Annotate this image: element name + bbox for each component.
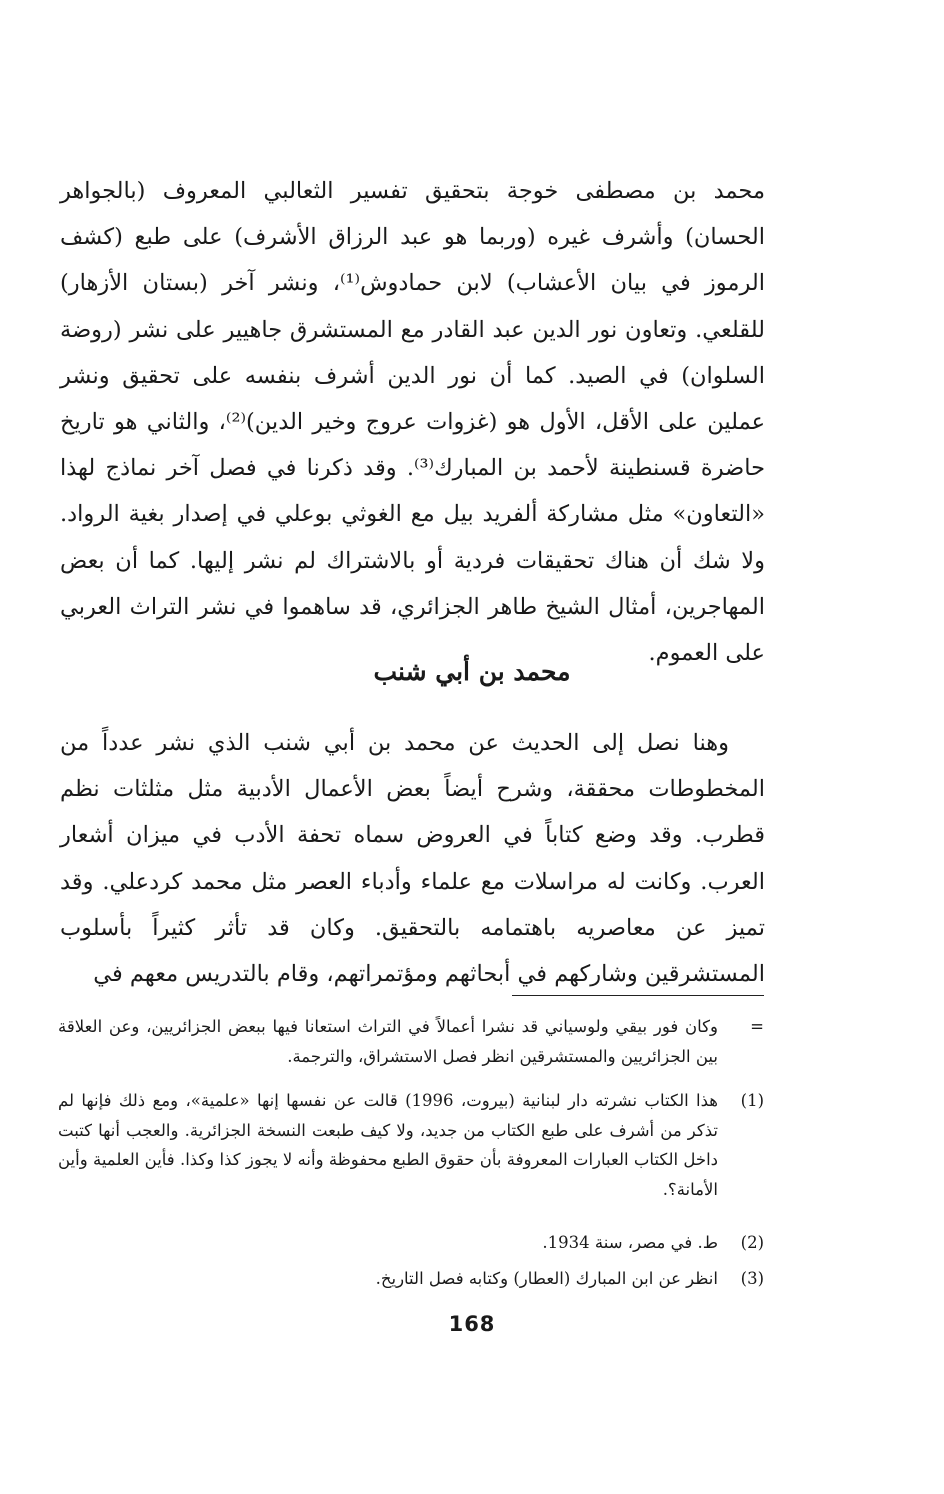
footnote-marker: (2) [740,1233,764,1252]
page-number: 168 [448,1312,496,1336]
footnote-continued [58,1012,764,1071]
section-heading: محمد بن أبي شنب [373,657,571,686]
footnote-text: وكان فور بيقي ولوسياني قد نشرا أعمالاً في التراث استعانا فيها ببعض الجزائريين، وعن العلاقة بين الجزائريين والمستشرقين انظر فصل الاستشراق، والترجمة. [58,1017,718,1066]
footnote-marker: = [750,1017,764,1036]
footnote-marker: (3) [740,1269,764,1288]
footnote-2 [58,1228,764,1258]
footnote-3 [58,1264,764,1294]
footnote-separator [512,995,764,996]
footnote-1 [58,1086,764,1204]
body-paragraph-1: محمد بن مصطفى خوجة بتحقيق تفسير الثعالبي المعروف (بالجواهر الحسان) وأشرف غيره (وربما هو عبد الرزاق الأشرف) على طبع (كشف الرموز في بيان الأعشاب) لابن حمادوش⁽¹⁾، ونشر آخر (بستان الأزهار) للقلعي. وتعاون نور الدين عبد القادر مع المستشرق جاهيير على نشر (روضة السلوان) في الصيد. كما أن نور الدين أشرف بنفسه على تحقيق ونشر عملين على الأقل، الأول هو (غزوات عروج وخير الدين)⁽²⁾، والثاني هو تاريخ حاضرة قسنطينة لأحمد بن المبارك⁽³⁾. وقد ذكرنا في فصل آخر نماذج لهذا «التعاون» مثل مشاركة ألفريد بيل مع الغوثي بوعلي في إصدار بغية الرواد. ولا شك أن هناك تحقيقات فردية أو بالاشتراك لم نشر إليها. كما أن بعض المهاجرين، أمثال الشيخ طاهر الجزائري، قد ساهموا في نشر التراث العربي على العموم. [60,178,765,667]
footnote-text: ط. في مصر، سنة 1934. [542,1233,718,1252]
body-paragraph-2: وهنا نصل إلى الحديث عن محمد بن أبي شنب الذي نشر عدداً من المخطوطات محققة، وشرح أيضاً بعض الأعمال الأدبية مثل مثلثات نظم قطرب. وقد وضع كتاباً في العروض سماه تحفة الأدب في ميزان أشعار العرب. وكانت له مراسلات مع علماء وأدباء العصر مثل محمد كردعلي. وقد تميز عن معاصريه باهتمامه بالتحقيق. وكان قد تأثر كثيراً بأسلوب المستشرقين وشاركهم في أبحاثهم ومؤتمراتهم، وقام بالتدريس معهم في [60,730,765,988]
footnote-text: انظر عن ابن المبارك (العطار) وكتابه فصل التاريخ. [375,1269,718,1288]
footnote-text: هذا الكتاب نشرته دار لبنانية (بيروت، 1996) قالت عن نفسها إنها «علمية»، ومع ذلك فإنها لم تذكر من أشرف على طبع الكتاب من جديد، ولا كيف طبعت النسخة الجزائرية. والعجب أنها كتبت داخل الكتاب العبارات المعروفة بأن حقوق الطبع محفوظة وأنه لا يجوز كذا وكذا. فأين العلمية وأين الأمانة؟. [58,1091,718,1199]
footnote-marker: (1) [740,1091,764,1110]
